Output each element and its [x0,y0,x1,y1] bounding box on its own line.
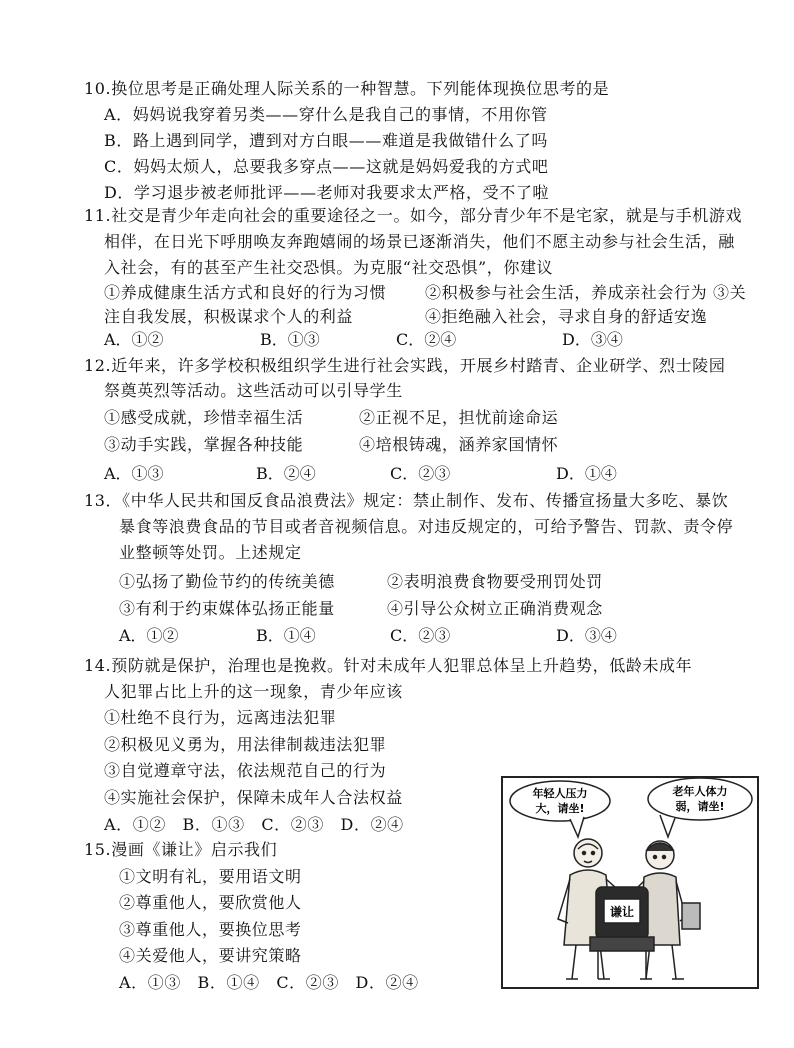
q14-item-4: ④实施社会保护，保障未成年人合法权益 [104,788,403,807]
q11-item-3-start: ③关 [713,283,747,302]
cartoon-modesty-illustration [500,775,760,990]
seat-label: 谦让 [609,905,635,919]
q10-option-a: A．妈妈说我穿着另类——穿什么是我自己的事情，不用你管 [104,105,548,124]
q13-item-4: ④引导公众树立正确消费观念 [387,599,603,618]
q13-item-1: ①弘扬了勤俭节约的传统美德 [119,572,335,591]
bubble-left-line1: 年轻人压力 [532,787,588,800]
q13-stem-line2: 暴食等浪费食品的节目或者音视频信息。对违反规定的，可给予警告、罚款、责令停 [119,517,734,536]
q11-item-3-end: 注自我发展，积极谋求个人的利益 [104,307,354,326]
q14-item-1: ①杜绝不良行为，远离违法犯罪 [104,708,337,727]
q13-option-b: B．①④ [256,626,316,645]
q12-stem-line1: 12.近年来，许多学校积极组织学生进行社会实践，开展乡村踏青、企业研学、烈士陵园 [84,356,726,375]
q11-option-c: C．②④ [396,330,457,349]
q12-item-1: ①感受成就，珍惜幸福生活 [104,408,304,427]
q13-item-2: ②表明浪费食物要受刑罚处罚 [387,572,603,591]
q15-item-2: ②尊重他人，要欣赏他人 [119,893,302,912]
bubble-right-line1: 老年人体力 [672,785,728,798]
q13-option-d: D．③④ [556,626,617,645]
q11-item-2: ②积极参与社会生活，养成亲社会行为 [425,283,708,302]
q14-item-2: ②积极见义勇为，用法律制裁违法犯罪 [104,735,387,754]
q10-option-d: D．学习退步被老师批评——老师对我要求太严格，受不了啦 [104,183,550,202]
q13-stem-line3: 业整顿等处罚。上述规定 [119,543,302,562]
q15-options: A．①③ B．①④ C．②③ D．②④ [119,973,419,992]
q11-stem-line3: 入社会，有的甚至产生社交恐惧。为克服“社交恐惧”，你建议 [104,258,554,277]
q12-item-4: ④培根铸魂，涵养家国情怀 [359,435,559,454]
q14-options: A．①② B．①③ C．②③ D．②④ [104,815,404,834]
q13-stem-line1: 13．《中华人民共和国反食品浪费法》规定：禁止制作、发布、传播宣扬量大多吃、暴饮 [84,491,729,510]
q11-item-1: ①养成健康生活方式和良好的行为习惯 [104,283,387,302]
q10-option-c: C．妈妈太烦人，总要我多穿点——这就是妈妈爱我的方式吧 [104,157,549,176]
q13-option-a: A．①② [119,626,179,645]
q11-option-b: B．①③ [260,330,320,349]
q15-item-1: ①文明有礼，要用语文明 [119,867,302,886]
q12-option-d: D．①④ [556,464,617,483]
q14-item-3: ③自觉遵章守法，依法规范自己的行为 [104,761,387,780]
q15-stem: 15.漫画《谦让》启示我们 [84,840,278,859]
q14-stem-line2: 人犯罪占比上升的这一现象，青少年应该 [104,682,403,701]
q15-item-4: ④关爱他人，要讲究策略 [119,946,302,965]
bubble-left-line2: 大，请坐! [535,802,585,815]
q15-item-3: ③尊重他人，要换位思考 [119,920,302,939]
q12-item-2: ②正视不足，担忧前途命运 [359,408,559,427]
bubble-right-line2: 弱，请坐! [675,800,725,813]
q13-option-c: C．②③ [390,626,451,645]
q11-stem-line1: 11.社交是青少年走向社会的重要途径之一。如今，部分青少年不是宅家，就是与手机游戏 [84,206,743,225]
q10-stem: 10.换位思考是正确处理人际关系的一种智慧。下列能体现换位思考的是 [84,79,610,98]
q12-item-3: ③动手实践，掌握各种技能 [104,435,304,454]
q10-option-b: B．路上遇到同学，遭到对方白眼——难道是我做错什么了吗 [104,131,548,150]
q12-option-b: B．②④ [256,464,316,483]
backpack [682,903,700,929]
q11-option-d: D．③④ [562,330,623,349]
q12-stem-line2: 祭奠英烈等活动。这些活动可以引导学生 [104,381,403,400]
q13-item-3: ③有利于约束媒体弘扬正能量 [119,599,335,618]
q14-stem-line1: 14.预防就是保护，治理也是挽救。针对未成年人犯罪总体呈上升趋势，低龄未成年 [84,656,693,675]
q12-option-a: A．①③ [104,464,164,483]
q11-stem-line2: 相伴，在日光下呼朋唤友奔跑嬉闹的场景已逐渐消失，他们不愿主动参与社会生活，融 [104,232,735,251]
q11-option-a: A．①② [104,330,164,349]
q11-item-4: ④拒绝融入社会，寻求自身的舒适安逸 [425,307,708,326]
q12-option-c: C．②③ [390,464,451,483]
